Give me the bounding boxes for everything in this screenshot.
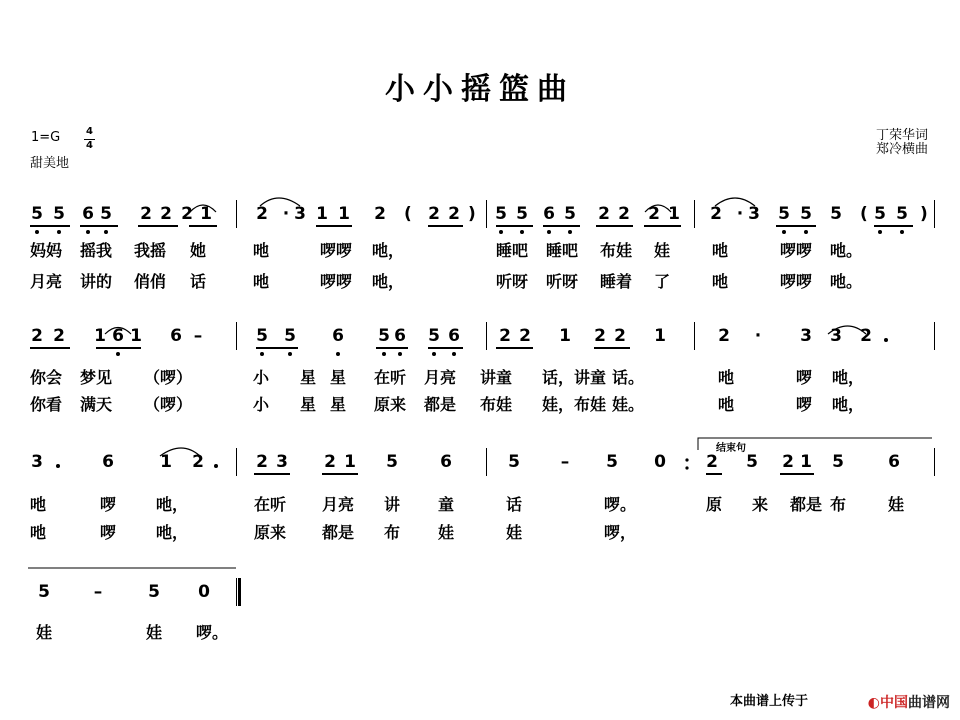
repeat-dot [685,466,688,469]
jianpu-note: 2 [140,204,152,224]
octave-dot-below [398,352,402,356]
lyric-verse-1: 原 [706,495,723,514]
jianpu-note: 5 [606,452,618,472]
octave-dot-below [288,352,292,356]
jianpu-note: 1 [338,204,350,224]
footer-upload-text: 本曲谱上传于 [729,694,808,709]
jianpu-note: 2 [519,326,531,346]
octave-dot-below [547,230,551,234]
lyric-verse-1: 妈妈 [30,241,63,260]
jianpu-note: 2 [710,204,722,224]
jianpu-note: 5 [832,452,844,472]
barline [934,448,935,476]
barline [236,448,237,476]
lyric-verse-1: 话。 [612,368,645,387]
lyric-verse-2: 你看 [30,395,63,414]
jianpu-note: – [193,326,203,346]
lyric-verse-2: 啰啰 [780,272,813,291]
jianpu-note: 2 [428,204,440,224]
jianpu-note: 1 [668,204,680,224]
site-logo[interactable]: ◐中国曲谱网 [867,695,950,711]
jianpu-note: 2 [618,204,630,224]
octave-dot-below [35,230,39,234]
lyric-verse-2: 星 [300,395,317,414]
jianpu-note: 2 [598,204,610,224]
jianpu-note: 6 [394,326,406,346]
lyric-verse-2: 吔， [372,272,405,291]
lyric-verse-2: 布 [384,523,401,542]
jianpu-note: · [282,204,290,224]
octave-dot-below [900,230,904,234]
beam-underline [376,347,408,349]
jianpu-note: · [754,326,762,346]
octave-dot-below [432,352,436,356]
lyric-verse-1: 梦见 [80,368,113,387]
jianpu-note: 2 [374,204,386,224]
octave-dot-below [804,230,808,234]
jianpu-note: 2 [53,326,65,346]
octave-dot-below [336,352,340,356]
time-signature-bottom: 4 [86,140,93,151]
beam-underline [874,225,913,227]
lyric-verse-1: 吔， [372,241,405,260]
lyric-verse-1: 睡吧 [496,241,529,260]
octave-dot-below [499,230,503,234]
beam-underline [256,347,298,349]
lyric-verse-1: 她 [190,241,207,260]
lyric-verse-1: 娃 [888,495,905,514]
jianpu-note: 5 [896,204,908,224]
barline [934,200,935,228]
beam-underline [644,225,681,227]
jianpu-note: 6 [332,326,344,346]
beam-underline [189,225,217,227]
lyric-verse-2: 啰， [604,523,637,542]
jianpu-note: 5 [830,204,842,224]
lyric-verse-1: 摇我 [80,241,113,260]
beam-underline [496,225,533,227]
augmentation-dot [56,464,60,468]
octave-dot-below [57,230,61,234]
jianpu-note: 3 [800,326,812,346]
lyric-verse-2: 吔 [30,523,47,542]
lyric-verse-2: （啰） [144,395,193,414]
lyric-verse-2: 都是 [424,395,457,414]
lyric-verse-1: 布娃 [600,241,633,260]
beam-underline [316,225,352,227]
lyric-verse-2: 吔 [712,272,729,291]
composer-credit: 郑冷横曲 [876,142,929,157]
lyric-verse-2: 吔， [832,395,865,414]
octave-dot-below [878,230,882,234]
rest-parenthesis: ( [404,204,412,224]
lyric-verse-1: 吔 [253,241,270,260]
beam-underline [322,473,358,475]
jianpu-note: 6 [82,204,94,224]
lyric-verse-2: 都是 [322,523,355,542]
jianpu-note: 2 [31,326,43,346]
jianpu-note: 5 [386,452,398,472]
barline [236,322,237,350]
jianpu-note: 3 [276,452,288,472]
beam-underline [30,347,70,349]
lyric-verse-2: 月亮 [30,272,63,291]
barline [486,322,487,350]
key-signature: 1=G [31,130,61,145]
jianpu-note: 5 [495,204,507,224]
beam-underline [30,225,70,227]
jianpu-note: 5 [746,452,758,472]
jianpu-note: 3 [748,204,760,224]
augmentation-dot [884,338,888,342]
lyric-verse-1: 娃 [146,623,163,642]
jianpu-note: 6 [102,452,114,472]
jianpu-note: 2 [594,326,606,346]
lyric-verse-1: 啰 [796,368,813,387]
jianpu-note: 5 [508,452,520,472]
jianpu-note: 1 [344,452,356,472]
rest-parenthesis: ) [468,204,476,224]
lyric-verse-2: 啰 [100,523,117,542]
jianpu-note: 5 [800,204,812,224]
lyric-verse-2: 星 [330,395,347,414]
lyric-verse-1: 啰啰 [780,241,813,260]
time-signature-top: 4 [86,126,93,137]
beam-underline [496,347,533,349]
lyric-verse-2: 吔 [718,395,735,414]
lyric-verse-2: 睡着 [600,272,633,291]
lyric-verse-1: 都是 [790,495,823,514]
tempo-marking: 甜美地 [30,156,70,171]
beam-underline [428,347,463,349]
lyric-verse-1: 星 [300,368,317,387]
jianpu-note: 6 [448,326,460,346]
jianpu-note: 5 [778,204,790,224]
jianpu-note: 1 [654,326,666,346]
jianpu-note: 1 [94,326,106,346]
lyric-verse-1: 吔， [156,495,189,514]
barline [236,200,237,228]
jianpu-note: 1 [800,452,812,472]
lyric-verse-2: 原来 [374,395,407,414]
jianpu-note: 2 [256,204,268,224]
barline [694,322,695,350]
lyric-verse-2: 吔。 [830,272,863,291]
final-barline [238,578,241,606]
beam-underline [706,473,722,475]
jianpu-note: 2 [706,452,718,472]
lyric-verse-1: 讲童 [480,368,513,387]
lyric-verse-1: 吔 [718,368,735,387]
octave-dot-below [86,230,90,234]
beam-underline [428,225,463,227]
jianpu-note: 5 [378,326,390,346]
lyric-verse-1: 星 [330,368,347,387]
jianpu-note: 5 [148,582,160,602]
jianpu-note: 5 [428,326,440,346]
lyric-verse-1: 我摇 [134,241,167,260]
lyric-verse-1: 童 [438,495,455,514]
lyric-verse-1: 小 [253,368,270,387]
jianpu-note: – [560,452,570,472]
jianpu-note: 2 [256,452,268,472]
jianpu-note: 1 [316,204,328,224]
octave-dot-below [520,230,524,234]
jianpu-note: 2 [192,452,204,472]
lyric-verse-1: 布 [830,495,847,514]
octave-dot-below [382,352,386,356]
lyric-verse-2: 了 [654,272,671,291]
repeat-dot [685,458,688,461]
jianpu-note: 5 [516,204,528,224]
lyricist-credit: 丁荣华词 [876,128,929,143]
lyric-verse-1: 啰。 [604,495,637,514]
jianpu-note: 2 [782,452,794,472]
jianpu-note: 2 [160,204,172,224]
jianpu-note: 5 [53,204,65,224]
lyric-verse-1: 你会 [30,368,63,387]
octave-dot-below [260,352,264,356]
jianpu-note: 5 [874,204,886,224]
jianpu-note: 2 [181,204,193,224]
lyric-verse-2: 吔， [156,523,189,542]
beam-underline [543,225,580,227]
lyric-verse-2: 娃 [438,523,455,542]
beam-underline [96,347,141,349]
lyric-verse-2: 啰 [796,395,813,414]
beam-underline [80,225,118,227]
augmentation-dot [214,464,218,468]
lyric-verse-1: 吔， [832,368,865,387]
jianpu-note: 6 [112,326,124,346]
song-title: 小小摇篮曲 [385,72,575,107]
barline [486,200,487,228]
octave-dot-below [116,352,120,356]
lyric-verse-1: 月亮 [424,368,457,387]
lyric-verse-2: 原来 [254,523,287,542]
jianpu-note: – [93,582,103,602]
jianpu-note: 5 [564,204,576,224]
lyric-verse-1: （啰） [144,368,193,387]
jianpu-note: 5 [256,326,268,346]
rest-parenthesis: ) [920,204,928,224]
jianpu-note: 6 [543,204,555,224]
jianpu-note: 2 [718,326,730,346]
lyric-verse-1: 娃 [36,623,53,642]
lyric-verse-1: 来 [752,495,769,514]
lyric-verse-1: 娃 [654,241,671,260]
jianpu-note: 3 [830,326,842,346]
jianpu-note: 1 [130,326,142,346]
beam-underline [594,347,630,349]
jianpu-note: 6 [440,452,452,472]
lyric-verse-1: 睡吧 [546,241,579,260]
lyric-verse-1: 啰。 [196,623,229,642]
ending-label: 结束句 [716,443,746,454]
lyric-verse-1: 话，讲童 [542,368,607,387]
lyric-verse-2: 听呀 [496,272,529,291]
jianpu-note: · [736,204,744,224]
lyric-verse-2: 俏俏 [134,272,167,291]
jianpu-note: 1 [160,452,172,472]
barline [694,200,695,228]
lyric-verse-2: 娃，布娃 [542,395,607,414]
rest-parenthesis: ( [860,204,868,224]
lyric-verse-2: 讲的 [80,272,113,291]
site-logo-part: 曲谱网 [908,695,950,711]
octave-dot-below [782,230,786,234]
jianpu-note: 5 [38,582,50,602]
beam-underline [776,225,816,227]
beam-underline [254,473,290,475]
jianpu-note: 2 [324,452,336,472]
jianpu-note: 2 [648,204,660,224]
octave-dot-below [452,352,456,356]
jianpu-note: 0 [654,452,666,472]
lyric-verse-2: 啰啰 [320,272,353,291]
jianpu-note: 5 [284,326,296,346]
jianpu-note: 5 [100,204,112,224]
lyric-verse-1: 在听 [254,495,287,514]
lyric-verse-1: 在听 [374,368,407,387]
lyric-verse-1: 话 [506,495,523,514]
lyric-verse-2: 娃。 [612,395,645,414]
lyric-verse-2: 布娃 [480,395,513,414]
jianpu-note: 2 [860,326,872,346]
lyric-verse-2: 吔 [253,272,270,291]
jianpu-note: 2 [614,326,626,346]
jianpu-note: 1 [559,326,571,346]
site-logo-part: 中国 [880,695,908,711]
octave-dot-below [568,230,572,234]
lyric-verse-1: 啰啰 [320,241,353,260]
lyric-verse-1: 吔 [712,241,729,260]
jianpu-note: 3 [294,204,306,224]
lyric-verse-2: 小 [253,395,270,414]
lyric-verse-1: 啰 [100,495,117,514]
lyric-verse-2: 满天 [80,395,113,414]
lyric-verse-2: 娃 [506,523,523,542]
jianpu-note: 5 [31,204,43,224]
jianpu-note: 3 [31,452,43,472]
lyric-verse-1: 吔 [30,495,47,514]
lyric-verse-1: 吔。 [830,241,863,260]
barline [934,322,935,350]
octave-dot-below [104,230,108,234]
barline [236,578,237,606]
lyric-verse-1: 月亮 [322,495,355,514]
lyric-verse-2: 听呀 [546,272,579,291]
beam-underline [138,225,178,227]
beam-underline [596,225,633,227]
jianpu-note: 2 [499,326,511,346]
jianpu-note: 6 [888,452,900,472]
lyric-verse-1: 讲 [384,495,401,514]
jianpu-note: 1 [200,204,212,224]
barline [486,448,487,476]
lyric-verse-2: 话 [190,272,207,291]
jianpu-note: 6 [170,326,182,346]
jianpu-note: 2 [448,204,460,224]
jianpu-note: 0 [198,582,210,602]
beam-underline [780,473,814,475]
